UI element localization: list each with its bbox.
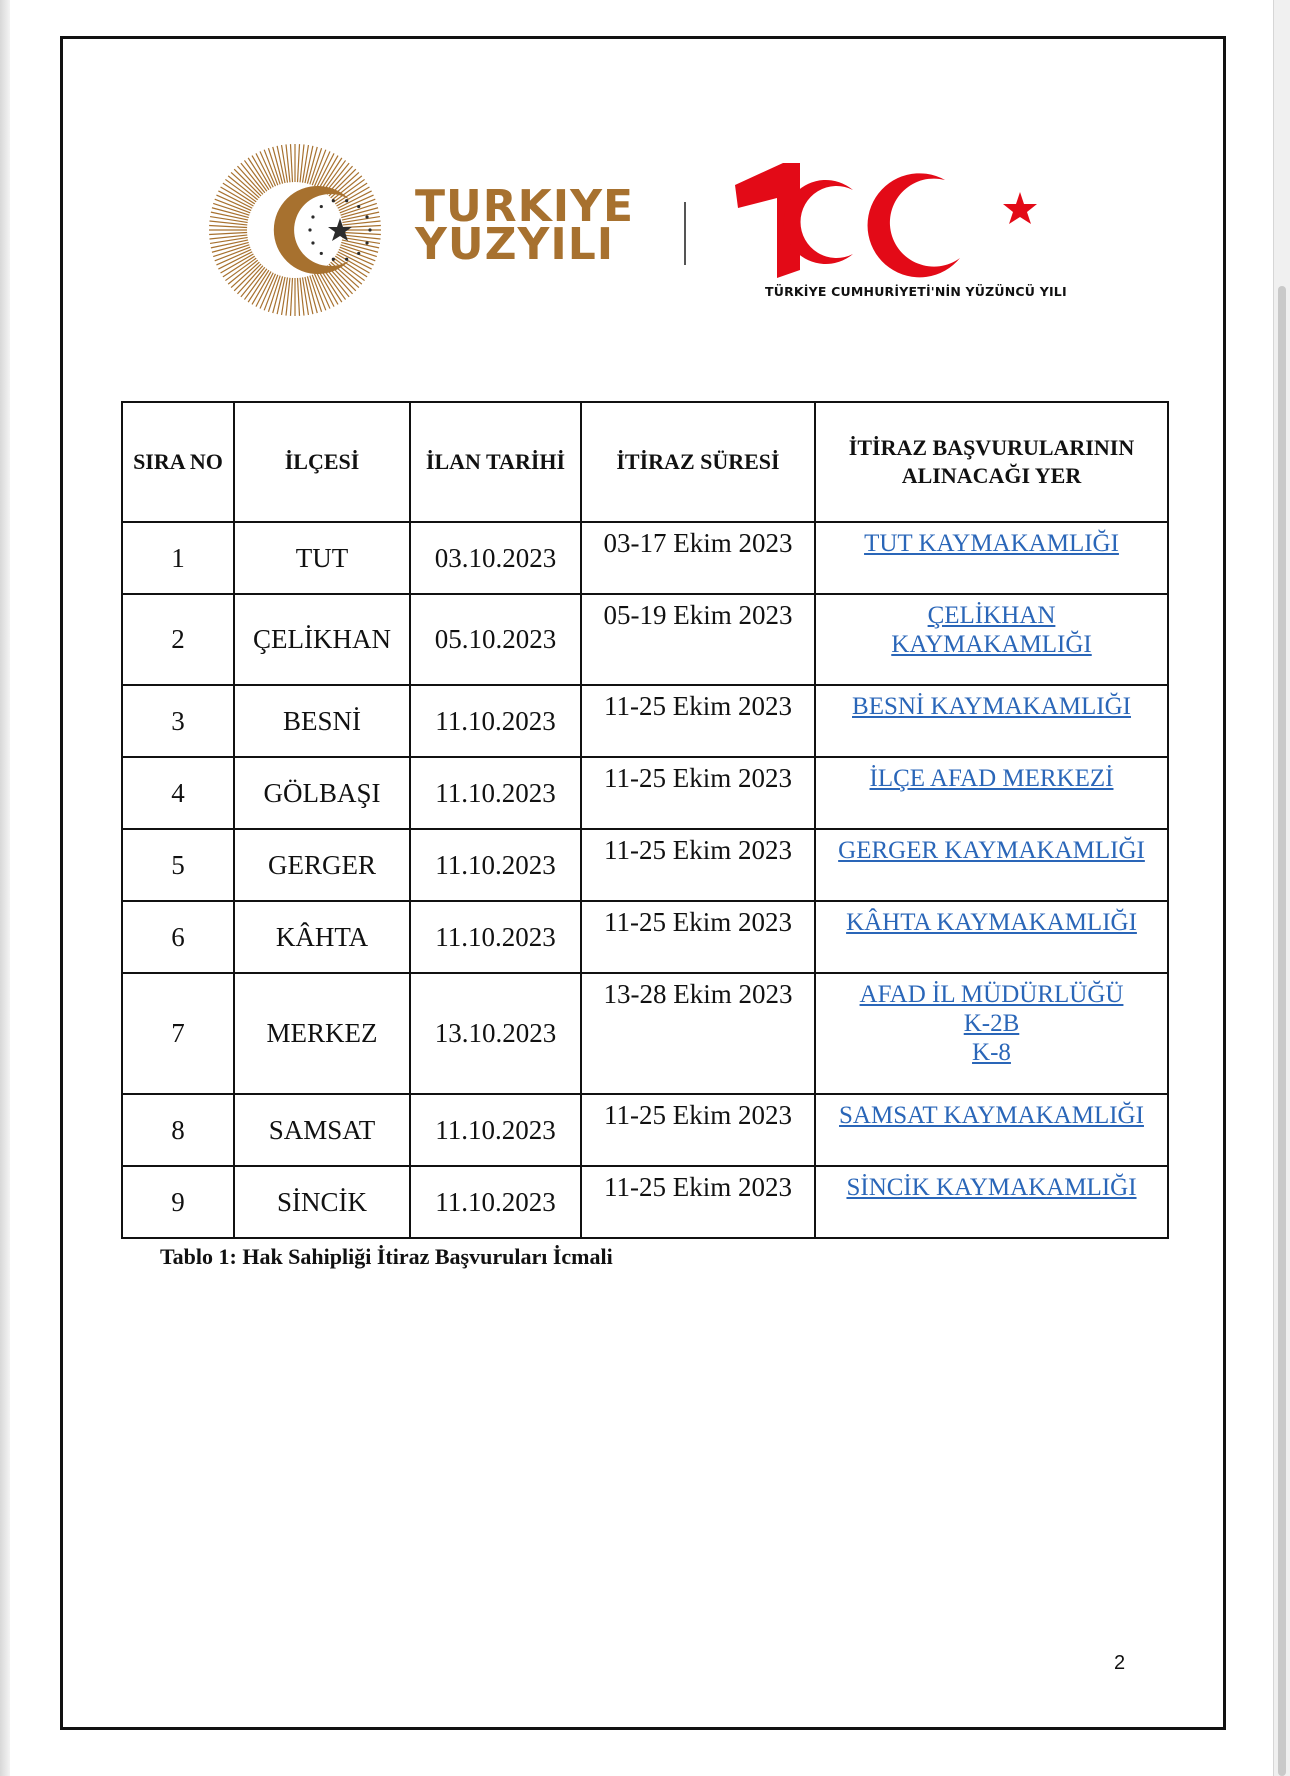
row-itiraz-suresi: 13-28 Ekim 2023 — [581, 973, 815, 1094]
row-sira-no: 7 — [122, 973, 234, 1094]
row-ilce: SAMSAT — [234, 1094, 410, 1166]
basvuru-yeri-link[interactable]: K-8 — [972, 1039, 1011, 1066]
row-ilan-tarihi: 05.10.2023 — [410, 594, 581, 685]
row-sira-no: 5 — [122, 829, 234, 901]
row-ilan-tarihi: 11.10.2023 — [410, 685, 581, 757]
row-sira-no: 2 — [122, 594, 234, 685]
row-ilce: SİNCİK — [234, 1166, 410, 1238]
table-row — [122, 594, 1168, 685]
row-basvuru-yeri — [815, 522, 1168, 594]
row-basvuru-yeri — [815, 685, 1168, 757]
basvuru-yeri-link[interactable]: KÂHTA KAYMAKAMLIĞI — [846, 909, 1137, 936]
turkiye-yuzyili-wordmark — [415, 181, 635, 270]
row-ilce: GERGER — [234, 829, 410, 901]
row-ilan-tarihi: 11.10.2023 — [410, 1094, 581, 1166]
basvuru-yeri-link[interactable]: İLÇE AFAD MERKEZİ — [869, 765, 1114, 792]
row-itiraz-suresi: 11-25 Ekim 2023 — [581, 685, 815, 757]
header-itiraz-suresi: İTİRAZ SÜRESİ — [581, 402, 815, 522]
row-ilce: ÇELİKHAN — [234, 594, 410, 685]
header-logo — [200, 140, 1100, 320]
row-itiraz-suresi: 03-17 Ekim 2023 — [581, 522, 815, 594]
row-basvuru-yeri — [815, 1166, 1168, 1238]
basvuru-yeri-link[interactable]: SİNCİK KAYMAKAMLIĞI — [846, 1174, 1137, 1201]
row-basvuru-yeri — [815, 901, 1168, 973]
row-ilce: KÂHTA — [234, 901, 410, 973]
table-row — [122, 1094, 1168, 1166]
row-ilce: MERKEZ — [234, 973, 410, 1094]
row-itiraz-suresi: 11-25 Ekim 2023 — [581, 829, 815, 901]
row-sira-no: 8 — [122, 1094, 234, 1166]
row-sira-no: 3 — [122, 685, 234, 757]
basvuru-yeri-link[interactable]: AFAD İL MÜDÜRLÜĞÜ — [859, 981, 1124, 1008]
row-ilan-tarihi: 13.10.2023 — [410, 973, 581, 1094]
row-itiraz-suresi: 05-19 Ekim 2023 — [581, 594, 815, 685]
table-row — [122, 1166, 1168, 1238]
row-sira-no: 1 — [122, 522, 234, 594]
viewer-left-edge — [0, 0, 10, 1776]
row-sira-no: 4 — [122, 757, 234, 829]
row-itiraz-suresi: 11-25 Ekim 2023 — [581, 757, 815, 829]
table-caption: Tablo 1: Hak Sahipliği İtiraz Başvuruları İcmali — [160, 1244, 613, 1269]
row-itiraz-suresi: 11-25 Ekim 2023 — [581, 901, 815, 973]
basvuru-yeri-link[interactable]: BESNİ KAYMAKAMLIĞI — [852, 693, 1131, 720]
row-basvuru-yeri — [815, 594, 1168, 685]
row-ilce: BESNİ — [234, 685, 410, 757]
row-basvuru-yeri — [815, 829, 1168, 901]
basvuru-yeri-link[interactable]: KAYMAKAMLIĞI — [891, 631, 1092, 658]
appeals-summary-table — [121, 401, 1169, 1239]
basvuru-yeri-link[interactable]: SAMSAT KAYMAKAMLIĞI — [839, 1102, 1144, 1129]
basvuru-yeri-link[interactable]: K-2B — [963, 1010, 1020, 1037]
table-body — [122, 522, 1168, 1238]
row-ilce: GÖLBAŞI — [234, 757, 410, 829]
row-sira-no: 6 — [122, 901, 234, 973]
table-header-row — [122, 402, 1168, 522]
row-basvuru-yeri — [815, 973, 1168, 1094]
wordmark-line-2: YUZYILI — [415, 219, 615, 270]
row-ilan-tarihi: 11.10.2023 — [410, 1166, 581, 1238]
table-row — [122, 973, 1168, 1094]
table-row — [122, 522, 1168, 594]
wordmark-line-1: TURKIYE — [415, 181, 635, 232]
row-itiraz-suresi: 11-25 Ekim 2023 — [581, 1166, 815, 1238]
table-row — [122, 757, 1168, 829]
header-sira-no: SIRA NO — [122, 402, 234, 522]
row-basvuru-yeri — [815, 1094, 1168, 1166]
row-ilan-tarihi: 11.10.2023 — [410, 829, 581, 901]
basvuru-yeri-link[interactable]: ÇELİKHAN — [927, 602, 1056, 629]
page-number: 2 — [1114, 1652, 1126, 1674]
row-basvuru-yeri — [815, 757, 1168, 829]
header-ilan-tarihi: İLAN TARİHİ — [410, 402, 581, 522]
table-row — [122, 901, 1168, 973]
scrollbar-track[interactable] — [1273, 0, 1290, 1776]
table-row — [122, 685, 1168, 757]
sunburst-emblem-icon — [200, 140, 410, 320]
table-row — [122, 829, 1168, 901]
row-ilce: TUT — [234, 522, 410, 594]
centennial-caption: TÜRKİYE CUMHURİYETİ'NİN YÜZÜNCÜ YILI — [765, 284, 1067, 299]
header-ilcesi: İLÇESİ — [234, 402, 410, 522]
row-sira-no: 9 — [122, 1166, 234, 1238]
basvuru-yeri-link[interactable]: GERGER KAYMAKAMLIĞI — [838, 837, 1145, 864]
row-ilan-tarihi: 11.10.2023 — [410, 757, 581, 829]
header-basvuru-yeri: İTİRAZ BAŞVURULARININ ALINACAĞI YER — [815, 402, 1168, 522]
scrollbar-thumb[interactable] — [1278, 286, 1286, 1776]
row-itiraz-suresi: 11-25 Ekim 2023 — [581, 1094, 815, 1166]
basvuru-yeri-link[interactable]: TUT KAYMAKAMLIĞI — [864, 530, 1119, 557]
row-ilan-tarihi: 03.10.2023 — [410, 522, 581, 594]
row-ilan-tarihi: 11.10.2023 — [410, 901, 581, 973]
